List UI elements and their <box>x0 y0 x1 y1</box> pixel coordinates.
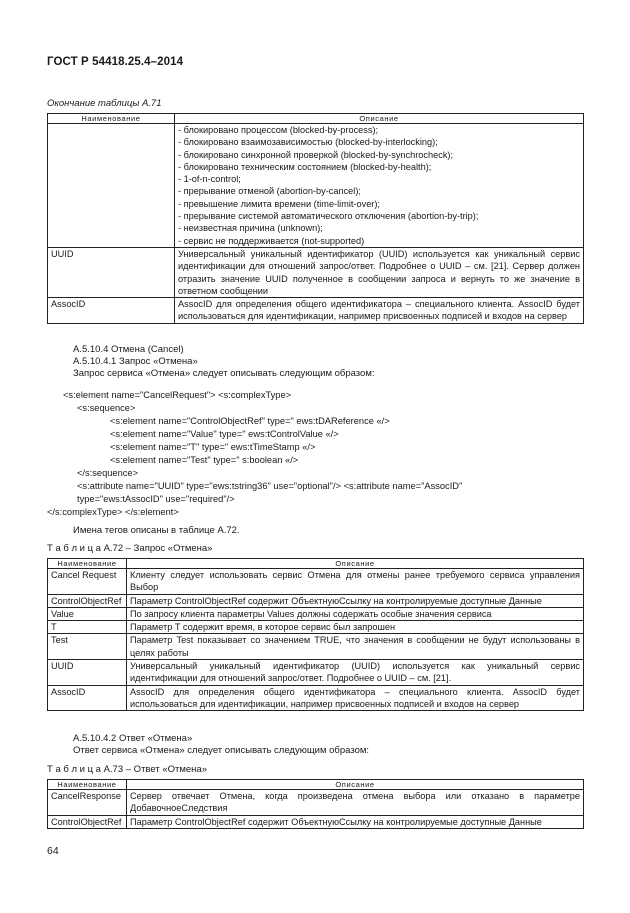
column-header-name: Наименование <box>48 780 127 790</box>
code-line: <s:element name="Test" type=" s:boolean «/> <box>110 455 299 465</box>
list-item: - неизвестная причина (unknown); <box>178 223 323 234</box>
table-cell-description: AssocID для определения общего идентификатора – специального клиента. AssocID будет использоваться для идентификации, например присвоенных подписей и входов на сервер <box>175 298 584 324</box>
table-cell-description: Клиенту следует использовать сервис Отмена для отмены ранее требуемого сервиса управления Выбор <box>127 569 584 595</box>
table-header-row <box>48 780 584 790</box>
subsection-heading-request: А.5.10.4.1 Запрос «Отмена» <box>73 356 198 367</box>
list-item: - блокировано техническим состоянием (blocked-by-health); <box>178 161 432 172</box>
document-header-title: ГОСТ Р 54418.25.4–2014 <box>47 56 184 68</box>
code-line: <s:element name="Value" type=" ews:tControlValue «/> <box>110 429 339 439</box>
code-line: <s:element name="ControlObjectRef" type=" ews:tDAReference «/> <box>110 416 390 426</box>
table-row <box>48 247 584 297</box>
column-header-description: Описание <box>127 780 584 790</box>
table-cell-description: AssocID для определения общего идентификатора – специального клиента. AssocID будет использоваться для идентификации, например присвоенных подписей и входов на сервер <box>127 685 584 711</box>
table-row <box>48 594 584 607</box>
table-cell-description <box>175 124 584 248</box>
code-line: <s:element name="T" type=" ews:tTimeStamp «/> <box>110 442 316 452</box>
column-header-name: Наименование <box>48 559 127 569</box>
table-row <box>48 124 584 248</box>
list-item: - 1-of-n-control; <box>178 174 241 185</box>
table-cell-name: UUID <box>48 247 175 297</box>
column-header-description: Описание <box>127 559 584 569</box>
table-cell-description: Сервер отвечает Отмена, когда произведена отмена выбора или отказано в параметре ДобавочноеСледствия <box>127 790 584 816</box>
table-cell-description: По запросу клиента параметры Values должны содержать особые значения сервиса <box>127 607 584 620</box>
table-row <box>48 660 584 686</box>
column-header-name: Наименование <box>48 114 175 124</box>
table-row <box>48 634 584 660</box>
table-row <box>48 685 584 711</box>
table-row <box>48 621 584 634</box>
table-cell-description: Параметр Test показывает со значением TRUE, что значения в сообщении не будут использованы в целях работы <box>127 634 584 660</box>
column-header-description: Описание <box>175 114 584 124</box>
code-line: <s:sequence> <box>77 403 136 413</box>
page-number: 64 <box>47 845 59 857</box>
table-cell-name: UUID <box>48 660 127 686</box>
section-heading-cancel: А.5.10.4 Отмена (Cancel) <box>73 344 184 355</box>
table-cell-name: Cancel Request <box>48 569 127 595</box>
table-cell-name: AssocID <box>48 298 175 324</box>
table-row <box>48 790 584 816</box>
table-cell-description: Параметр ControlObjectRef содержит ОбъектнуюСсылку на контролируемые доступные Данные <box>127 594 584 607</box>
table-cell-name: Value <box>48 607 127 620</box>
list-item: - блокировано синхронной проверкой (blocked-by-synchrocheck); <box>178 149 454 160</box>
table-cell-name: T <box>48 621 127 634</box>
subsection-heading-response: А.5.10.4.2 Ответ «Отмена» <box>73 733 193 744</box>
table-cell-name <box>48 124 175 248</box>
table-a73 <box>47 779 584 829</box>
list-item: - прерывание системой автоматического отключения (abortion-by-trip); <box>178 211 479 222</box>
code-line: type="ews:tAssocID" use="required"/> <box>77 494 235 504</box>
list-item: - блокировано взаимозависимостью (blocked-by-interlocking); <box>178 137 438 148</box>
table-a72 <box>47 558 584 711</box>
list-item: - сервис не поддерживается (not-supported) <box>178 235 365 246</box>
list-item: - блокировано процессом (blocked-by-process); <box>178 125 379 135</box>
table-row <box>48 569 584 595</box>
table-cell-description: Параметр T содержит время, в которое сервис был запрошен <box>127 621 584 634</box>
table-cell-description: Универсальный уникальный идентификатор (UUID) используется как уникальный сервис идентификации для отношений запрос/ответ. Подробнее о UUID – см. [21]. <box>127 660 584 686</box>
table-cell-name: AssocID <box>48 685 127 711</box>
table-header-row <box>48 559 584 569</box>
code-line: <s:element name="CancelRequest"> <s:complexType> <box>63 390 292 400</box>
table-cell-description: Универсальный уникальный идентификатор (UUID) используется как уникальный сервис идентификации для отношений запрос/ответ. Подробнее о UUID – см. [21]. Сервер должен отразить значение UUID полученное в сообщении запроса и вернуть то же значение в ответном сообщении <box>175 247 584 297</box>
table71-caption: Окончание таблицы А.71 <box>47 98 162 109</box>
table-cell-name: Test <box>48 634 127 660</box>
response-intro-text: Ответ сервиса «Отмена» следует описывать следующим образом: <box>73 745 370 756</box>
table72-caption: Т а б л и ц а А.72 – Запрос «Отмена» <box>47 543 213 554</box>
table-cell-name: ControlObjectRef <box>48 815 127 828</box>
code-line: </s:sequence> <box>77 468 138 478</box>
table-cell-description: Параметр ControlObjectRef содержит ОбъектнуюСсылку на контролируемые доступные Данные <box>127 815 584 828</box>
table-cell-name: CancelResponse <box>48 790 127 816</box>
table-header-row <box>48 114 584 124</box>
code-line: <s:attribute name="UUID" type="ews:tstring36" use="optional"/> <s:attribute name="AssocID" <box>77 481 463 491</box>
request-intro-text: Запрос сервиса «Отмена» следует описывать следующим образом: <box>73 368 375 379</box>
table-row <box>48 607 584 620</box>
list-item: - превышение лимита времени (time-limit-over); <box>178 198 380 209</box>
tags-note: Имена тегов описаны в таблице А.72. <box>73 525 240 536</box>
table73-caption: Т а б л и ц а А.73 – Ответ «Отмена» <box>47 764 207 775</box>
table-row <box>48 298 584 324</box>
table-row <box>48 815 584 828</box>
table-cell-name: ControlObjectRef <box>48 594 127 607</box>
code-line: </s:complexType> </s:element> <box>47 507 179 517</box>
table-a71 <box>47 113 584 324</box>
list-item: - прерывание отменой (abortion-by-cancel); <box>178 186 361 197</box>
